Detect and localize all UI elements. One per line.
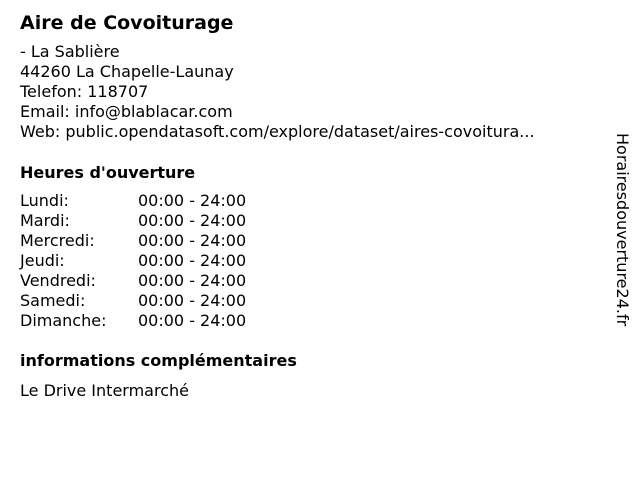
day-label: Samedi: — [20, 291, 86, 310]
day-label: Lundi: — [20, 191, 69, 210]
day-label: Vendredi: — [20, 271, 96, 290]
opening-hours-heading: Heures d'ouverture — [20, 163, 196, 182]
day-label: Mercredi: — [20, 231, 95, 250]
hours-value: 00:00 - 24:00 — [138, 231, 247, 250]
phone-label: Telefon: — [20, 82, 83, 101]
hours-row-saturday — [20, 291, 600, 311]
additional-info-heading: informations complémentaires — [20, 351, 297, 370]
day-label: Jeudi: — [20, 251, 65, 270]
hours-value: 00:00 - 24:00 — [138, 191, 247, 210]
email-label: Email: — [20, 102, 70, 121]
opening-hours-table — [20, 191, 600, 331]
web-label: Web: — [20, 122, 61, 141]
day-label: Dimanche: — [20, 311, 107, 330]
hours-row-monday — [20, 191, 600, 211]
phone-line — [20, 82, 600, 102]
website-link[interactable]: public.opendatasoft.com/explore/dataset/aires-covoitura... — [65, 122, 535, 141]
phone-number[interactable]: 118707 — [87, 82, 149, 101]
hours-value: 00:00 - 24:00 — [138, 251, 247, 270]
hours-row-wednesday — [20, 231, 600, 251]
day-label: Mardi: — [20, 211, 70, 230]
hours-row-tuesday — [20, 211, 600, 231]
hours-row-friday — [20, 271, 600, 291]
hours-value: 00:00 - 24:00 — [138, 271, 247, 290]
hours-value: 00:00 - 24:00 — [138, 211, 247, 230]
address-street: - La Sablière — [20, 42, 120, 61]
place-details — [20, 10, 600, 401]
email-line — [20, 102, 600, 122]
hours-row-thursday — [20, 251, 600, 271]
hours-value: 00:00 - 24:00 — [138, 311, 247, 330]
place-title: Aire de Covoiturage — [20, 12, 234, 34]
address-city: 44260 La Chapelle-Launay — [20, 62, 234, 81]
site-brand-link[interactable]: Horairesdouverture24.fr — [613, 133, 632, 327]
additional-info-text: Le Drive Intermarché — [20, 381, 189, 400]
hours-row-sunday — [20, 311, 600, 331]
web-line — [20, 122, 600, 142]
hours-value: 00:00 - 24:00 — [138, 291, 247, 310]
email-link[interactable]: info@blablacar.com — [74, 102, 233, 121]
